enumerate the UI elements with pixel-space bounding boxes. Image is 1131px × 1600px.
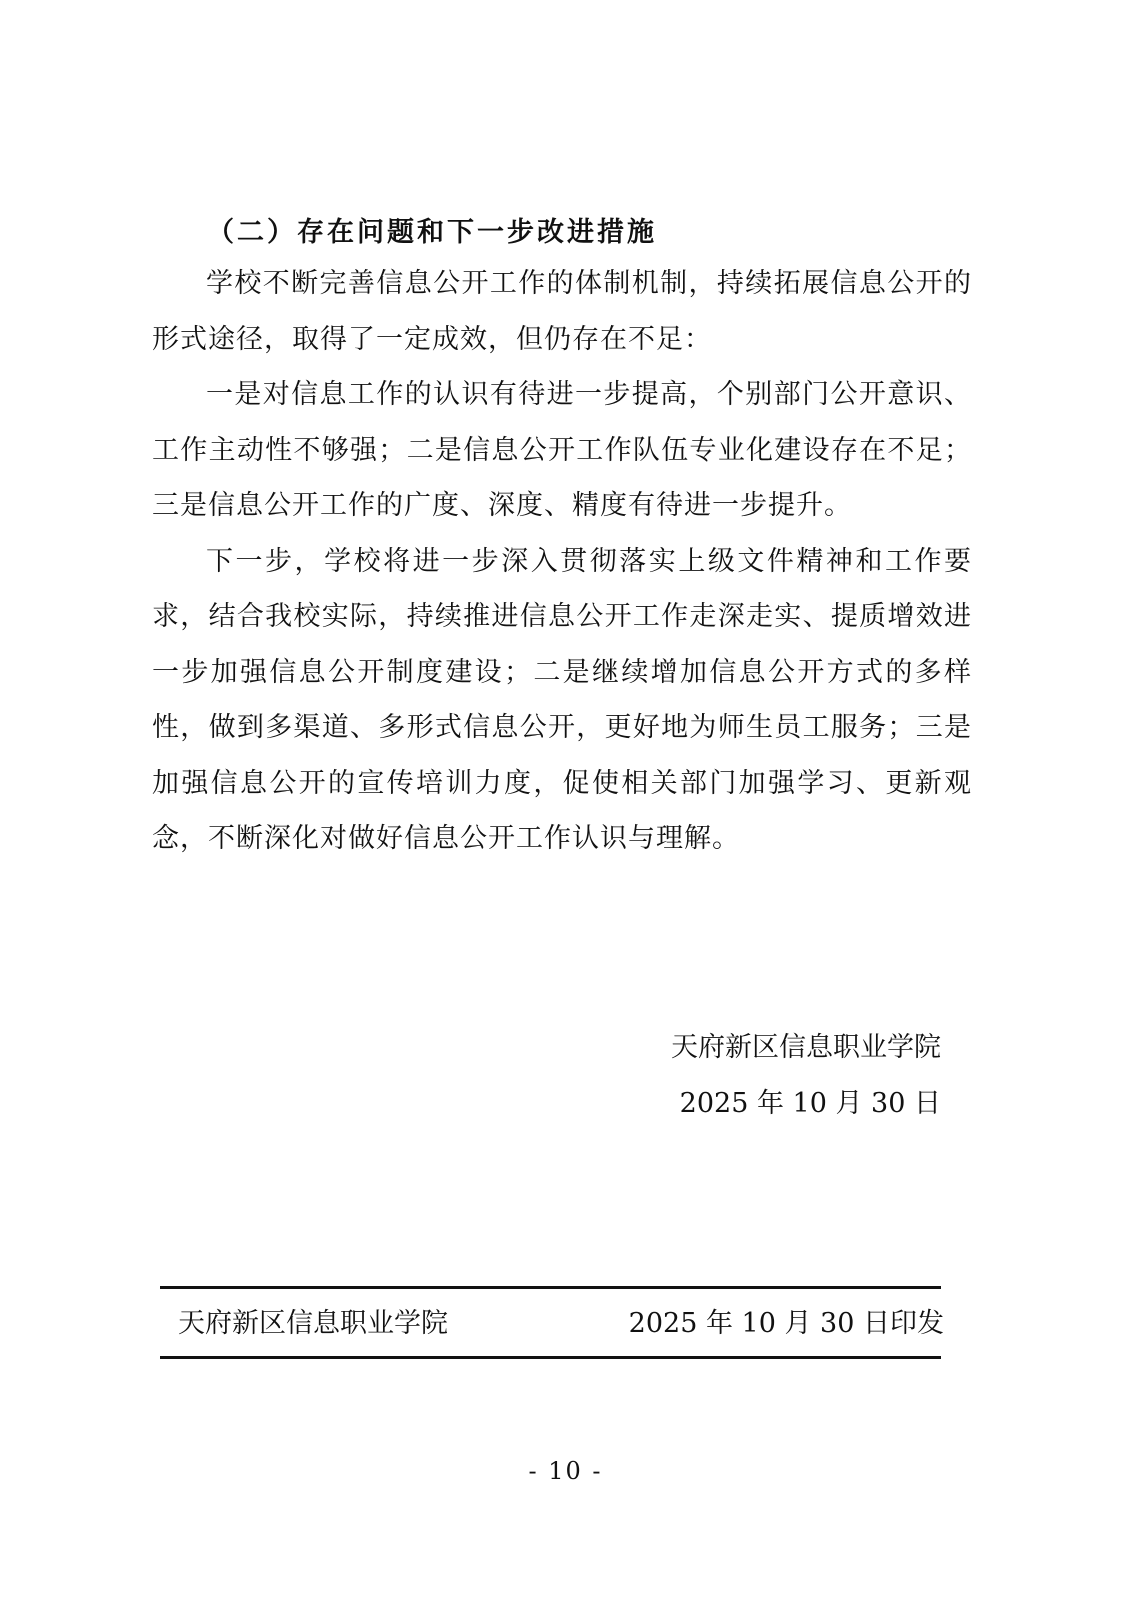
issuance-footer — [178, 1298, 944, 1342]
paragraph-next-steps: 下一步，学校将进一步深入贯彻落实上级文件精神和工作要求，结合我校实际，持续推进信息公开工作走深走实、提质增效进一步加强信息公开制度建设；二是继续增加信息公开方式的多样性，做到多渠道、多形式信息公开，更好地为师生员工服务；三是加强信息公开的宣传培训力度，促使相关部门加强学习、更新观念，不断深化对做好信息公开工作认识与理解。 — [152, 545, 972, 854]
footer-top-rule — [160, 1286, 941, 1289]
footer-issued-date: 2025 年 10 月 30 日印发 — [628, 1307, 944, 1339]
paragraph-intro: 学校不断完善信息公开工作的体制机制，持续拓展信息公开的形式途径，取得了一定成效，但仍存在不足： — [152, 268, 972, 355]
page-number: - 10 - — [528, 1457, 603, 1485]
signature-block — [671, 1020, 941, 1132]
section-heading: （二）存在问题和下一步改进措施 — [207, 217, 657, 248]
footer-organization: 天府新区信息职业学院 — [178, 1307, 448, 1339]
signature-organization: 天府新区信息职业学院 — [671, 1032, 941, 1063]
paragraph-problems: 一是对信息工作的认识有待进一步提高，个别部门公开意识、工作主动性不够强；二是信息公开工作队伍专业化建设存在不足；三是信息公开工作的广度、深度、精度有待进一步提升。 — [152, 379, 972, 521]
footer-bottom-rule — [160, 1356, 941, 1359]
signature-date: 2025 年 10 月 30 日 — [679, 1088, 941, 1119]
main-content — [152, 210, 972, 867]
